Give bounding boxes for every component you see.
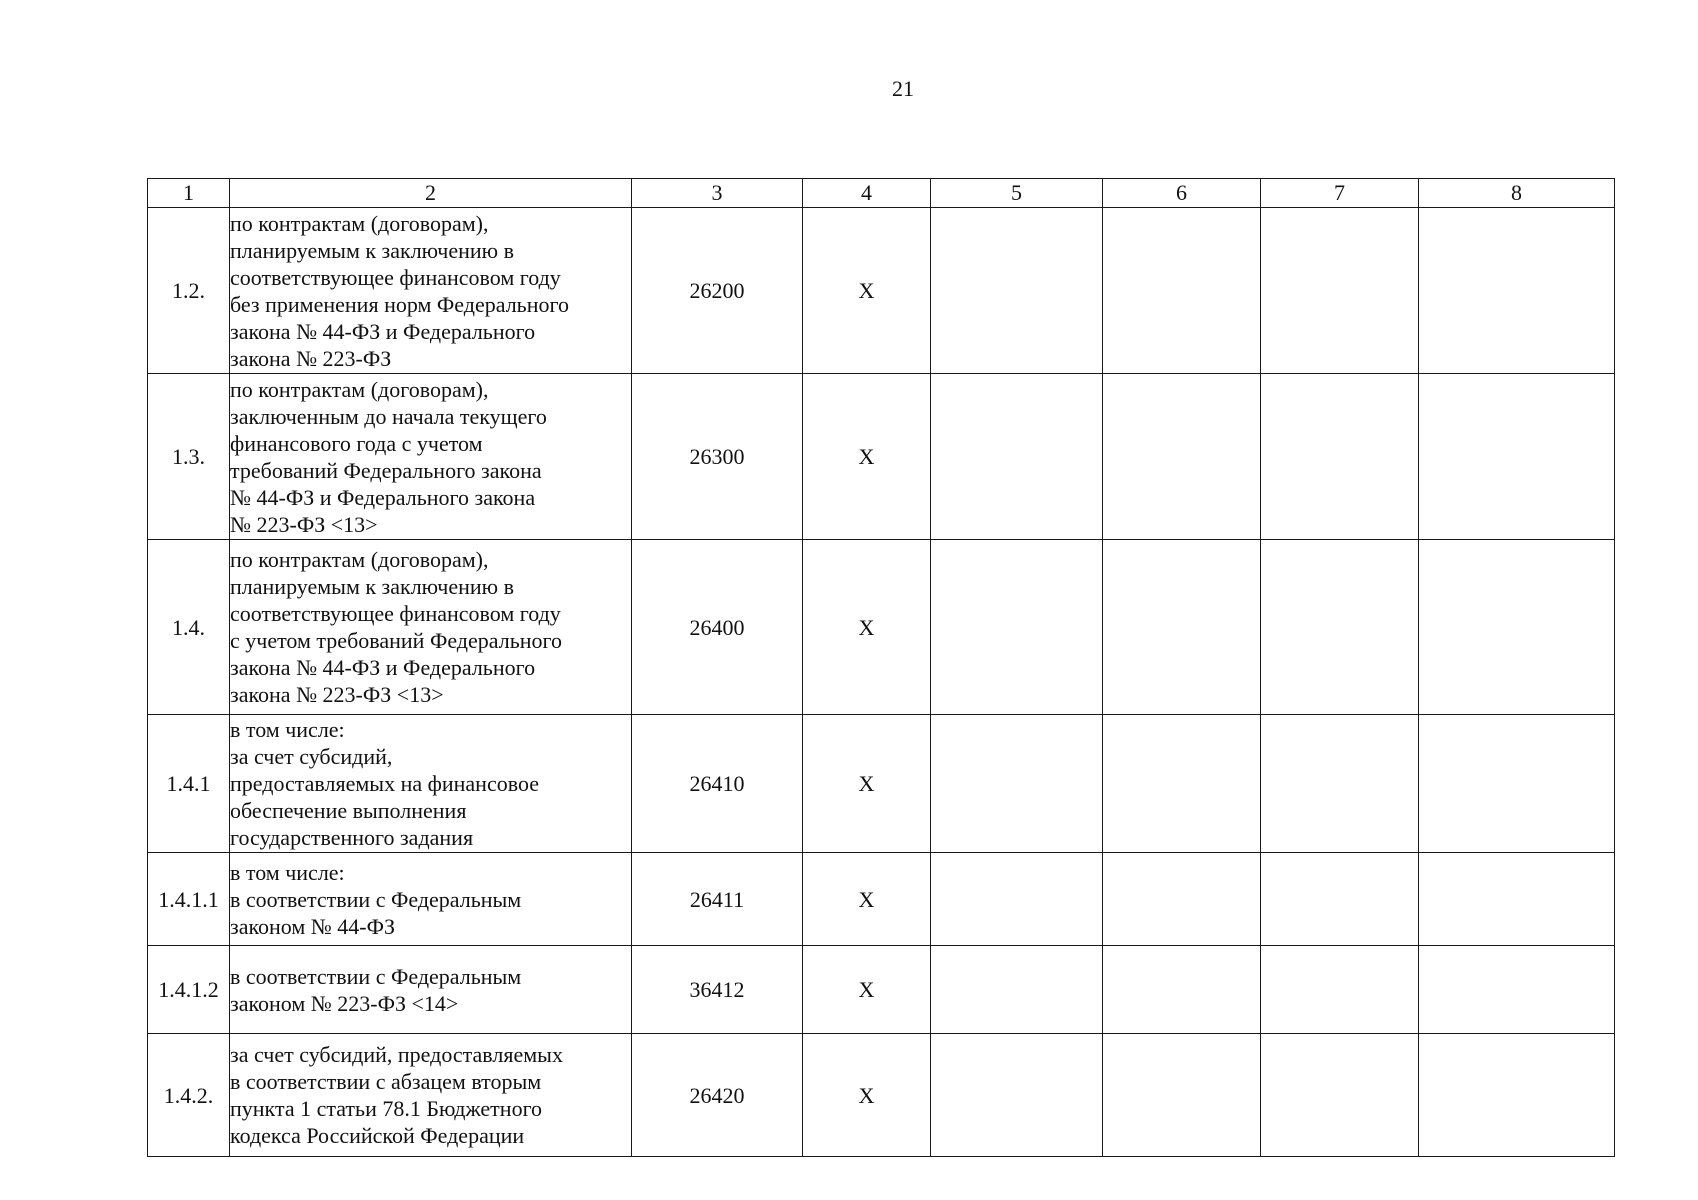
- report-table: [147, 178, 1615, 1157]
- row-cell-7: [1261, 853, 1419, 946]
- row-description: по контрактам (договорам), заключенным до начала текущего финансового года с учетом требований Федерального закона № 44-ФЗ и Федерального закона № 223-ФЗ <13>: [230, 374, 632, 540]
- row-mark: X: [803, 715, 931, 853]
- row-number: 1.3.: [148, 374, 230, 540]
- column-number-6: 6: [1103, 179, 1261, 208]
- row-code: 26411: [632, 853, 803, 946]
- table-row: [148, 208, 1615, 374]
- column-number-3: 3: [632, 179, 803, 208]
- row-cell-5: [931, 208, 1103, 374]
- column-number-1: 1: [148, 179, 230, 208]
- row-cell-8: [1419, 374, 1615, 540]
- row-description: по контрактам (договорам), планируемым к заключению в соответствующее финансовом году без применения норм Федерального закона № 44-ФЗ и Федерального закона № 223-ФЗ: [230, 208, 632, 374]
- row-number: 1.2.: [148, 208, 230, 374]
- row-cell-7: [1261, 946, 1419, 1034]
- row-mark: X: [803, 374, 931, 540]
- row-cell-6: [1103, 853, 1261, 946]
- row-code: 36412: [632, 946, 803, 1034]
- row-cell-6: [1103, 715, 1261, 853]
- row-number: 1.4.2.: [148, 1034, 230, 1157]
- column-number-7: 7: [1261, 179, 1419, 208]
- table-row: [148, 715, 1615, 853]
- row-description: по контрактам (договорам), планируемым к заключению в соответствующее финансовом году с учетом требований Федерального закона № 44-ФЗ и Федерального закона № 223-ФЗ <13>: [230, 540, 632, 715]
- page-number: 21: [892, 76, 914, 101]
- row-cell-5: [931, 374, 1103, 540]
- row-number: 1.4.: [148, 540, 230, 715]
- row-cell-8: [1419, 853, 1615, 946]
- row-cell-6: [1103, 540, 1261, 715]
- column-number-5: 5: [931, 179, 1103, 208]
- row-cell-7: [1261, 540, 1419, 715]
- table-row: [148, 374, 1615, 540]
- row-number: 1.4.1.2: [148, 946, 230, 1034]
- row-cell-5: [931, 1034, 1103, 1157]
- row-cell-8: [1419, 540, 1615, 715]
- row-description: за счет субсидий, предоставляемых в соответствии с абзацем вторым пункта 1 статьи 78.1 Бюджетного кодекса Российской Федерации: [230, 1034, 632, 1157]
- row-number: 1.4.1: [148, 715, 230, 853]
- table-row: [148, 946, 1615, 1034]
- row-mark: X: [803, 853, 931, 946]
- row-code: 26400: [632, 540, 803, 715]
- table-row: [148, 540, 1615, 715]
- column-number-8: 8: [1419, 179, 1615, 208]
- row-cell-8: [1419, 946, 1615, 1034]
- row-mark: X: [803, 1034, 931, 1157]
- row-mark: X: [803, 208, 931, 374]
- row-code: 26420: [632, 1034, 803, 1157]
- row-mark: X: [803, 540, 931, 715]
- row-cell-8: [1419, 1034, 1615, 1157]
- row-cell-6: [1103, 374, 1261, 540]
- column-number-4: 4: [803, 179, 931, 208]
- row-cell-7: [1261, 374, 1419, 540]
- row-code: 26200: [632, 208, 803, 374]
- column-number-row: [148, 179, 1615, 208]
- row-description: в соответствии с Федеральным законом № 223-ФЗ <14>: [230, 946, 632, 1034]
- table-row: [148, 853, 1615, 946]
- row-cell-5: [931, 946, 1103, 1034]
- row-cell-6: [1103, 208, 1261, 374]
- row-cell-5: [931, 540, 1103, 715]
- row-cell-7: [1261, 715, 1419, 853]
- row-cell-7: [1261, 208, 1419, 374]
- row-cell-7: [1261, 1034, 1419, 1157]
- row-cell-6: [1103, 946, 1261, 1034]
- row-cell-6: [1103, 1034, 1261, 1157]
- row-description: в том числе: в соответствии с Федеральным законом № 44-ФЗ: [230, 853, 632, 946]
- row-cell-5: [931, 715, 1103, 853]
- row-cell-8: [1419, 715, 1615, 853]
- row-description: в том числе: за счет субсидий, предоставляемых на финансовое обеспечение выполнения государственного задания: [230, 715, 632, 853]
- row-mark: X: [803, 946, 931, 1034]
- column-number-2: 2: [230, 179, 632, 208]
- row-cell-8: [1419, 208, 1615, 374]
- row-number: 1.4.1.1: [148, 853, 230, 946]
- row-code: 26410: [632, 715, 803, 853]
- row-cell-5: [931, 853, 1103, 946]
- row-code: 26300: [632, 374, 803, 540]
- table-row: [148, 1034, 1615, 1157]
